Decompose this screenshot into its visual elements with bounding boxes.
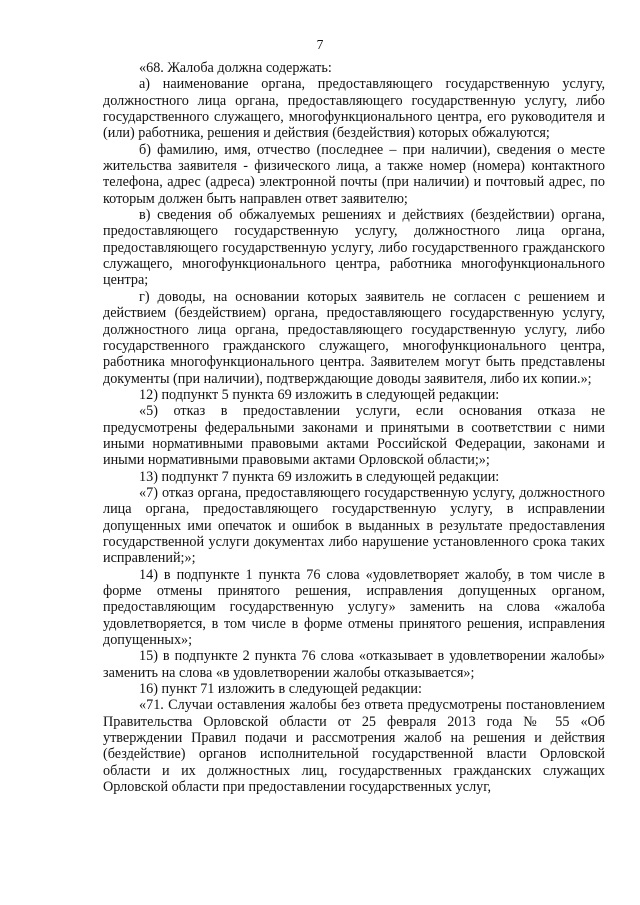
document-body bbox=[103, 60, 605, 795]
paragraph-item-71: «71. Случаи оставления жалобы без ответа предусмотрены постановлением Правительства Орловской области от 25 февраля 2013 года № 55 «Об утверждении Правил подачи и рассмотрения жалоб на решения и действия (бездействие) органов исполнительной государственной власти Орловской области и их должностных лиц, государственных гражданских служащих Орловской области при предоставлении государственных услуг, bbox=[103, 697, 605, 796]
paragraph-item-68-v: в) сведения об обжалуемых решениях и действиях (бездействии) органа, предоставляющего государственную услугу, должностного лица органа, предоставляющего государственную услугу, либо государственного гражданского служащего, многофункционального центра, работника многофункционального центра; bbox=[103, 207, 605, 289]
paragraph-amendment-16: 16) пункт 71 изложить в следующей редакции: bbox=[139, 681, 422, 698]
paragraph-item-69-7: «7) отказ органа, предоставляющего государственную услугу, должностного лица органа, предоставляющего государственную услугу, в исправлении допущенных ими опечаток и ошибок в выданных в результате предоставления государственной услуги документах либо нарушение установленного срока таких исправлений;»; bbox=[103, 484, 605, 567]
paragraph-item-68-g: г) доводы, на основании которых заявитель не согласен с решением и действием (бездействием) органа, предоставляющего государственную услугу, должностного лица органа, предоставляющего государственную услугу, либо государственного гражданского служащего, многофункционального центра, работника многофункционального центра. Заявителем могут быть представлены документы (при наличии), подтверждающие доводы заявителя, либо их копии.»; bbox=[103, 288, 605, 387]
paragraph-item-68-a: а) наименование органа, предоставляющего государственную услугу, должностного лица органа, предоставляющего государственную услугу, либо государственного служащего, многофункционального центра, его руководителя и (или) работника, решения и действия (бездействия) которых обжалуются; bbox=[103, 76, 605, 142]
page-number: 7 bbox=[316, 37, 324, 52]
paragraph-item-69-5: «5) отказ в предоставлении услуги, если основания отказа не предусмотрены федеральными законами и принятыми в соответствии с ними иными нормативными правовыми актами Российской Федерации, законами и иными нормативными правовыми актами Орловской области;»; bbox=[103, 403, 605, 469]
paragraph-item-68-b: б) фамилию, имя, отчество (последнее – при наличии), сведения о месте жительства заявителя - физического лица, а также номер (номера) контактного телефона, адрес (адреса) электронной почты (при наличии) и почтовый адрес, по которым должен быть направлен ответ заявителю; bbox=[103, 141, 605, 207]
paragraph-amendment-14: 14) в подпункте 1 пункта 76 слова «удовлетворяет жалобу, в том числе в форме отмены принятого решения, исправления допущенных органом, предоставляющим государственную услугу» заменить на слова «жалоба удовлетворяется, в том числе в форме отмены принятого решения, исправления допущенных»; bbox=[103, 566, 605, 649]
paragraph-amendment-15: 15) в подпункте 2 пункта 76 слова «отказывает в удовлетворении жалобы» заменить на слова «в удовлетворении жалобы отказывается»; bbox=[103, 648, 605, 681]
paragraph-amendment-12: 12) подпункт 5 пункта 69 изложить в следующей редакции: bbox=[139, 386, 500, 403]
paragraph-amendment-13: 13) подпункт 7 пункта 69 изложить в следующей редакции: bbox=[139, 468, 500, 485]
paragraph-item-68-heading: «68. Жалоба должна содержать: bbox=[139, 60, 332, 76]
